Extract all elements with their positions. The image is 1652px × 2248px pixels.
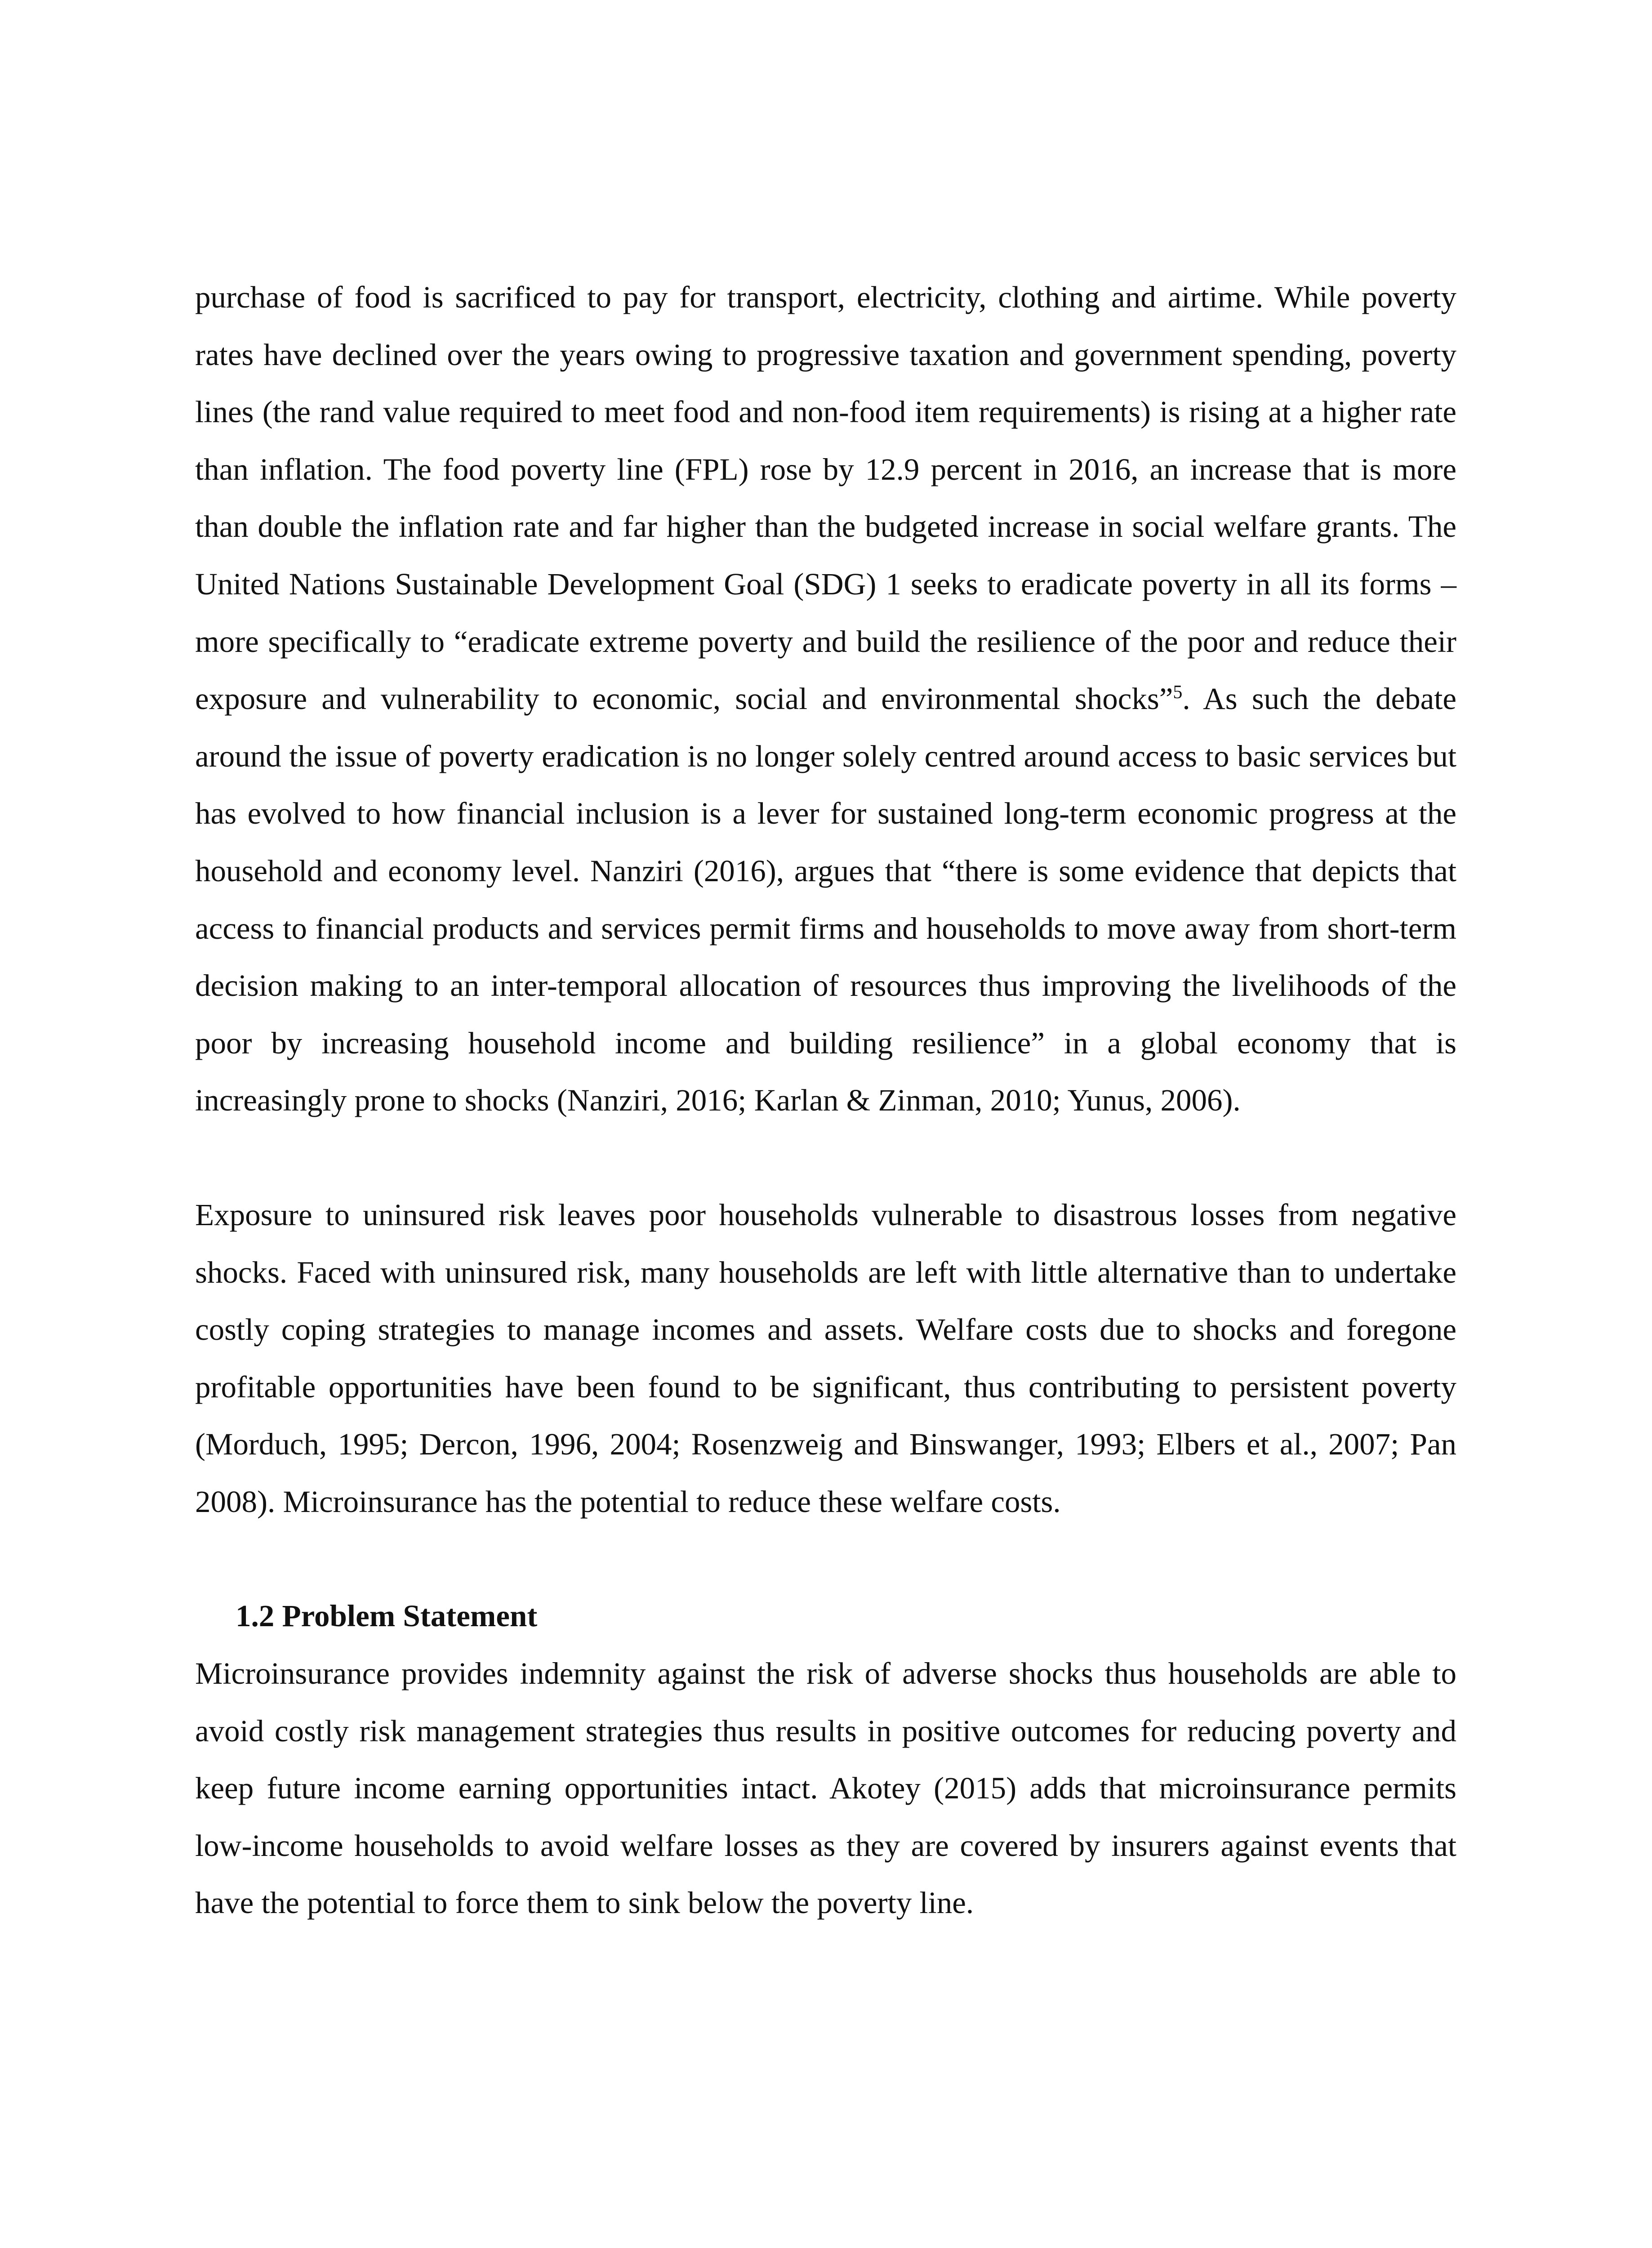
footnote-reference: 5 [1173,682,1183,703]
page-body [195,269,1456,1932]
paragraph-problem-statement: Microinsurance provides indemnity against the risk of adverse shocks thus households are able to avoid costly risk management strategies thus results in positive outcomes for reducing poverty and keep future income earning opportunities intact. Akotey (2015) adds that microinsurance permits low-income households to avoid welfare losses as they are covered by insurers against events that have the potential to force them to sink below the poverty line. [195,1656,1456,1920]
paragraph-text: . As such the debate around the issue of poverty eradication is no longer solely centred around access to basic services but has evolved to how financial inclusion is a lever for sustained long-term economic progress at the household and economy level. Nanziri (2016), argues that “there is some evidence that depicts that access to financial products and services permit firms and households to move away from short-term decision making to an inter-temporal allocation of resources thus improving the livelihoods of the poor by increasing household income and building resilience” in a global economy that is increasingly prone to shocks (Nanziri, 2016; Karlan & Zinman, 2010; Yunus, 2006). [195,682,1456,1118]
paragraph-text: purchase of food is sacrificed to pay for transport, electricity, clothing and airtime. While poverty rates have declined over the years owing to progressive taxation and government spending, poverty lines (the rand value required to meet food and non-food item requirements) is rising at a higher rate than inflation. The food poverty line (FPL) rose by 12.9 percent in 2016, an increase that is more than double the inflation rate and far higher than the budgeted increase in social welfare grants. The United Nations Sustainable Development Goal (SDG) 1 seeks to eradicate poverty in all its forms – more specifically to “eradicate extreme poverty and build the resilience of the poor and reduce their exposure and vulnerability to economic, social and environmental shocks” [195,280,1456,716]
section-heading: 1.2 Problem Statement [236,1599,538,1633]
paragraph-uninsured-risk: Exposure to uninsured risk leaves poor households vulnerable to disastrous losses from negative shocks. Faced with uninsured risk, many households are left with little alternative than to undertake costly coping strategies to manage incomes and assets. Welfare costs due to shocks and foregone profitable opportunities have been found to be significant, thus contributing to persistent poverty (Morduch, 1995; Dercon, 1996, 2004; Rosenzweig and Binswanger, 1993; Elbers et al., 2007; Pan 2008). Microinsurance has the potential to reduce these welfare costs. [195,1197,1456,1519]
paragraph-poverty-context [195,269,1456,1129]
